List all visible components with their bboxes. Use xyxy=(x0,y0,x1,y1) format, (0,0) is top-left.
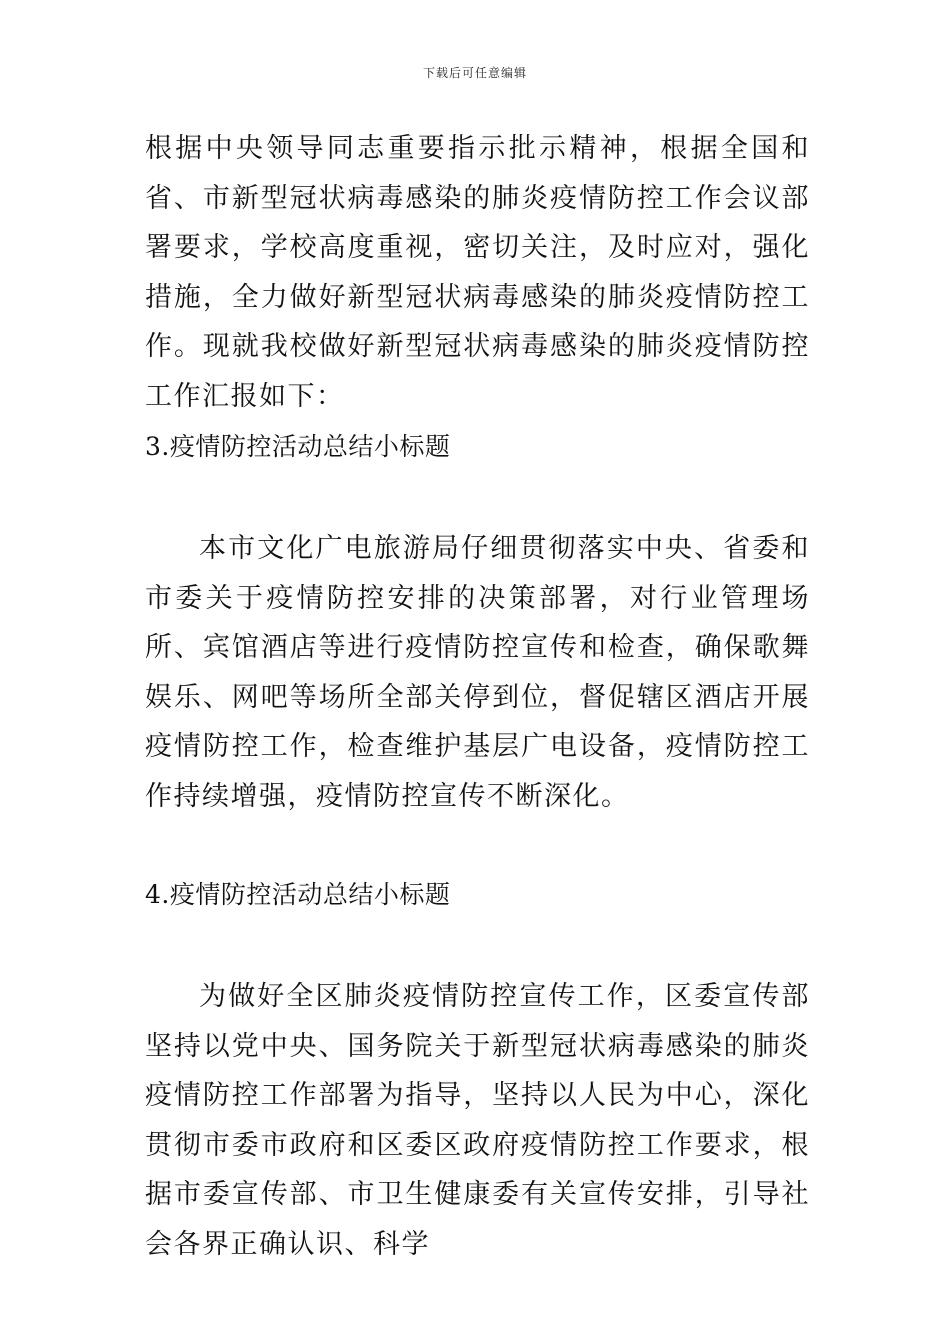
paragraph-text: 根据中央领导同志重要指示批示精神，根据全国和省、市新型冠状病毒感染的肺炎疫情防控工作会议部署要求，学校高度重视，密切关注，及时应对，强化措施，全力做好新型冠状病毒感染的肺炎疫情防控工作。现就我校做好新型冠状病毒感染的肺炎疫情防控工作汇报如下： xyxy=(145,133,810,412)
paragraph-intro xyxy=(145,124,810,421)
paragraph-text: 为做好全区肺炎疫情防控宣传工作，区委宣传部坚持以党中央、国务院关于新型冠状病毒感染的肺炎疫情防控工作部署为指导，坚持以人民为中心，深化贯彻市委市政府和区委区政府疫情防控工作要求，根据市委宣传部、市卫生健康委有关宣传安排，引导社会各界正确认识、科学 xyxy=(145,981,810,1260)
header-note: 下载后可任意编辑 xyxy=(422,66,527,80)
section-heading-3: 3.疫情防控活动总结小标题 xyxy=(145,432,451,461)
paragraph-text: 本市文化广电旅游局仔细贯彻落实中央、省委和市委关于疫情防控安排的决策部署，对行业管理场所、宾馆酒店等进行疫情防控宣传和检查，确保歌舞娱乐、网吧等场所全部关停到位，督促辖区酒店开展疫情防控工作，检查维护基层广电设备，疫情防控工作持续增强，疫情防控宣传不断深化。 xyxy=(145,533,810,812)
section-heading-4: 4.疫情防控活动总结小标题 xyxy=(145,880,451,909)
paragraph-section-3 xyxy=(145,524,810,821)
paragraph-section-4 xyxy=(145,972,810,1269)
